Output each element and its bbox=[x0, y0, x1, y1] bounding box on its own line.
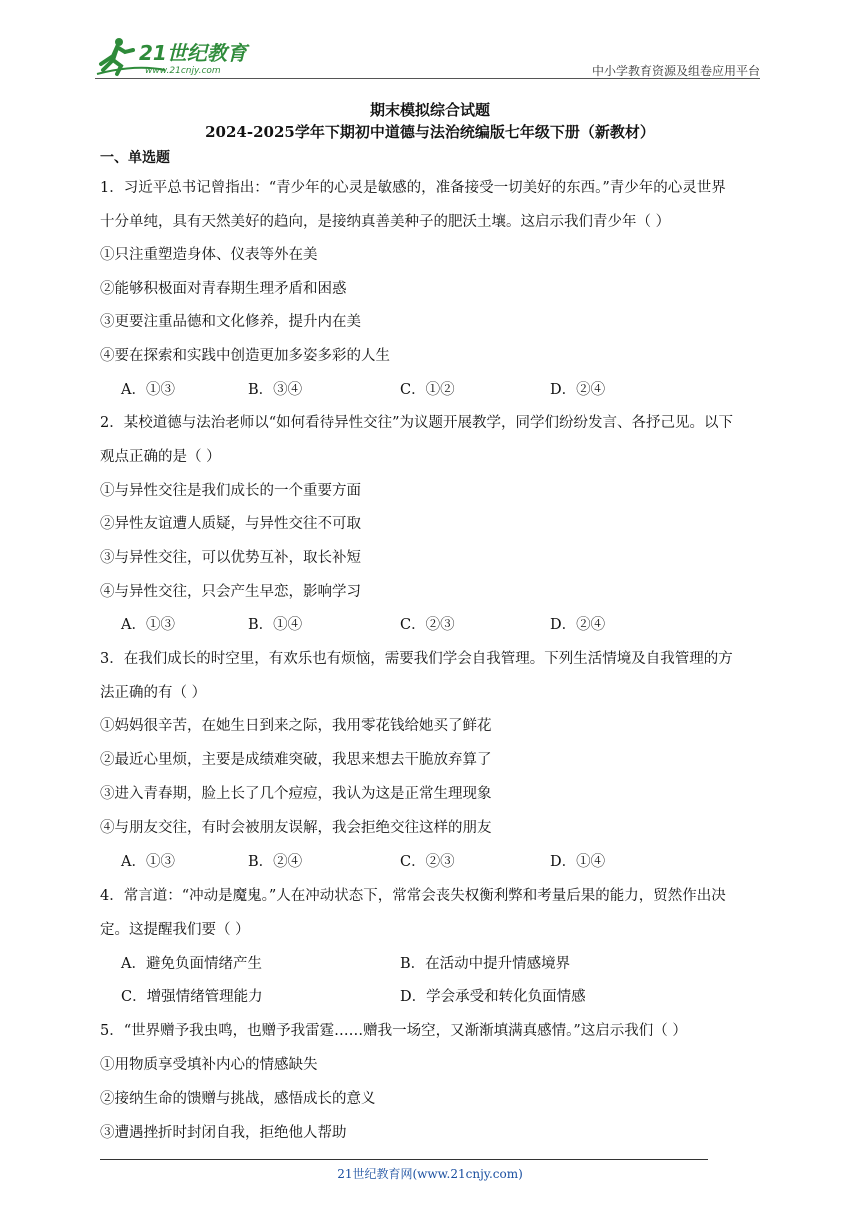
question-3-option-a: A．①③ bbox=[121, 854, 175, 870]
question-4-stem: 4．常言道：“冲动是魔鬼。”人在冲动状态下，常常会丧失权衡利弊和考量后果的能力，贸然作出决 bbox=[100, 888, 726, 904]
question-1-stem: 十分单纯，具有天然美好的趋向，是接纳真善美种子的肥沃土壤。这启示我们青少年（ ） bbox=[100, 214, 671, 230]
exam-title: 期末模拟综合试题 bbox=[369, 101, 490, 119]
question-3-option-d: D．①④ bbox=[550, 854, 606, 870]
question-2-option-c: C．②③ bbox=[400, 617, 455, 633]
question-2-item: ②异性友谊遭人质疑，与异性交往不可取 bbox=[100, 516, 361, 532]
question-1-item: ④要在探索和实践中创造更加多姿多彩的人生 bbox=[100, 348, 390, 364]
question-3-option-c: C．②③ bbox=[400, 854, 455, 870]
question-3-stem: 法正确的有（ ） bbox=[100, 685, 207, 701]
question-3-item: ③进入青春期，脸上长了几个痘痘，我认为这是正常生理现象 bbox=[100, 786, 492, 802]
question-2-option-d: D．②④ bbox=[550, 617, 606, 633]
question-2-item: ①与异性交往是我们成长的一个重要方面 bbox=[100, 483, 361, 499]
platform-name: 中小学教育资源及组卷应用平台 bbox=[591, 64, 760, 78]
question-1-item: ②能够积极面对青春期生理矛盾和困惑 bbox=[100, 281, 347, 297]
question-2-item: ③与异性交往，可以优势互补，取长补短 bbox=[100, 550, 361, 566]
question-2-option-a: A．①③ bbox=[121, 617, 175, 633]
question-5-item: ①用物质享受填补内心的情感缺失 bbox=[100, 1057, 318, 1073]
question-2-stem: 观点正确的是（ ） bbox=[100, 449, 221, 465]
question-5-stem: 5．“世界赠予我虫鸣，也赠予我雷霆……赠我一场空，又渐渐填满真感情。”这启示我们（ ） bbox=[100, 1023, 687, 1039]
question-4-stem: 定。这提醒我们要（ ） bbox=[100, 922, 250, 938]
svg-text:21世纪教育: 21世纪教育 bbox=[139, 41, 247, 65]
site-logo bbox=[95, 34, 265, 78]
question-2-item: ④与异性交往，只会产生早恋，影响学习 bbox=[100, 584, 361, 600]
question-4-option-d: D．学会承受和转化负面情感 bbox=[400, 989, 586, 1005]
footer-divider bbox=[100, 1159, 708, 1160]
question-3-option-b: B．②④ bbox=[248, 854, 303, 870]
question-3-item: ①妈妈很辛苦，在她生日到来之际，我用零花钱给她买了鲜花 bbox=[100, 718, 492, 734]
question-2-option-b: B．①④ bbox=[248, 617, 303, 633]
question-3-stem: 3．在我们成长的时空里，有欢乐也有烦恼，需要我们学会自我管理。下列生活情境及自我管理的方 bbox=[100, 651, 733, 667]
question-3-item: ④与朋友交往，有时会被朋友误解，我会拒绝交往这样的朋友 bbox=[100, 820, 492, 836]
page-header bbox=[95, 30, 760, 82]
question-1-item: ③更要注重品德和文化修养，提升内在美 bbox=[100, 314, 361, 330]
question-4-option-b: B．在活动中提升情感境界 bbox=[400, 956, 571, 972]
question-5-item: ②接纳生命的馈赠与挑战，感悟成长的意义 bbox=[100, 1091, 376, 1107]
exam-subtitle: 2024-2025学年下期初中道德与法治统编版七年级下册（新教材） bbox=[205, 123, 655, 141]
question-1-option-d: D．②④ bbox=[550, 382, 606, 398]
header-divider bbox=[95, 78, 760, 79]
question-2-stem: 2．某校道德与法治老师以“如何看待异性交往”为议题开展教学，同学们纷纷发言、各抒己见。以下 bbox=[100, 415, 734, 431]
question-1-option-c: C．①② bbox=[400, 382, 455, 398]
question-5-item: ③遭遇挫折时封闭自我，拒绝他人帮助 bbox=[100, 1125, 347, 1141]
question-1-stem: 1．习近平总书记曾指出：“青少年的心灵是敏感的，准备接受一切美好的东西。”青少年的心灵世界 bbox=[100, 180, 726, 196]
section-heading: 一、单选题 bbox=[100, 150, 170, 166]
footer-link[interactable]: 21世纪教育网(www.21cnjy.com) bbox=[337, 1167, 523, 1181]
svg-text:www.21cnjy.com: www.21cnjy.com bbox=[145, 66, 221, 76]
question-1-option-b: B．③④ bbox=[248, 382, 303, 398]
question-1-item: ①只注重塑造身体、仪表等外在美 bbox=[100, 247, 318, 263]
question-4-option-c: C．增强情绪管理能力 bbox=[121, 989, 263, 1005]
question-1-option-a: A．①③ bbox=[121, 382, 175, 398]
question-3-item: ②最近心里烦，主要是成绩难突破，我思来想去干脆放弃算了 bbox=[100, 752, 492, 768]
question-4-option-a: A．避免负面情绪产生 bbox=[121, 956, 262, 972]
